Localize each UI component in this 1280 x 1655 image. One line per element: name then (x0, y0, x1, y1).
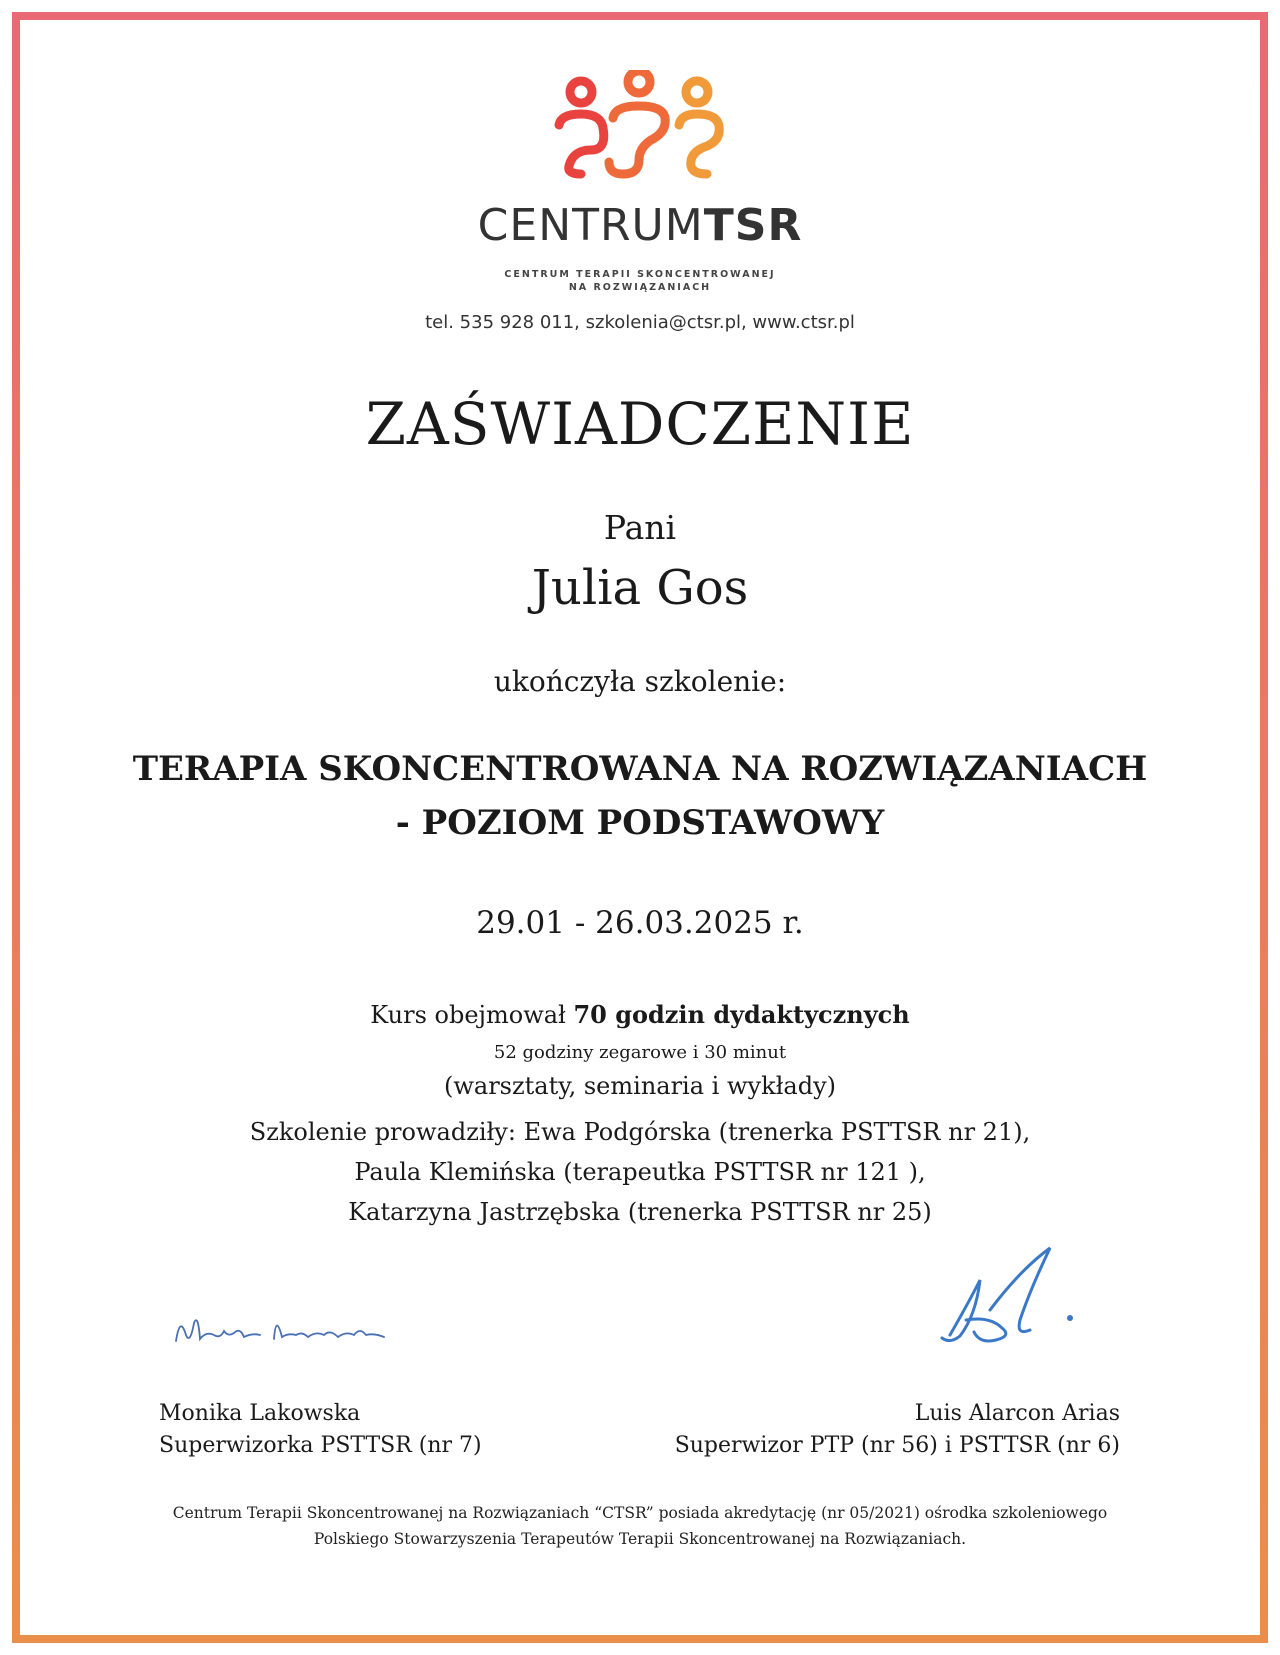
hours-bold: 70 godzin dydaktycznych (573, 1000, 910, 1029)
accreditation-footer (0, 1500, 1280, 1552)
contact-info: tel. 535 928 011, szkolenia@ctsr.pl, www.ctsr.pl (425, 312, 855, 333)
right-signatory-role: Superwizor PTP (nr 56) i PSTTSR (nr 6) (674, 1433, 1120, 1458)
three-people-logo-icon (551, 70, 731, 180)
certificate-title: ZAŚWIADCZENIE (365, 390, 915, 458)
brand-bold: TSR (703, 200, 803, 251)
course-hours (0, 1000, 1280, 1029)
course-title-line1: TERAPIA SKONCENTROWANA NA ROZWIĄZANIACH (132, 749, 1148, 789)
right-signatory (675, 1398, 1120, 1462)
left-signatory (159, 1398, 482, 1462)
course-dates: 29.01 - 26.03.2025 r. (476, 905, 804, 941)
left-signature (170, 1305, 410, 1355)
trainers (0, 1112, 1280, 1232)
course-title (0, 742, 1280, 850)
course-format: (warsztaty, seminaria i wykłady) (443, 1072, 836, 1100)
brand-name (0, 200, 1280, 251)
footer-line1: Centrum Terapii Skoncentrowanej na Rozwiązaniach “CTSR” posiada akredytację (nr 05/2021) ośrodka szkoleniowego (172, 1504, 1108, 1522)
trainers-line3: Katarzyna Jastrzębska (trenerka PSTTSR nr 25) (348, 1198, 932, 1226)
completed-text: ukończyła szkolenie: (493, 665, 787, 698)
brand-subtitle-line1: CENTRUM TERAPII SKONCENTROWANEJ (504, 269, 776, 280)
right-signature (930, 1240, 1090, 1350)
brand-subtitle-line2: NA ROZWIĄZANIACH (568, 282, 712, 293)
left-signatory-role: Superwizorka PSTTSR (nr 7) (159, 1433, 482, 1458)
trainers-line1: Szkolenie prowadziły: Ewa Podgórska (trenerka PSTTSR nr 21), (249, 1118, 1031, 1146)
footer-line2: Polskiego Stowarzyszenia Terapeutów Terapii Skoncentrowanej na Rozwiązaniach. (313, 1530, 967, 1548)
brand-light: CENTRUM (477, 200, 704, 251)
salutation: Pani (603, 508, 677, 547)
clock-hours: 52 godziny zegarowe i 30 minut (493, 1042, 787, 1063)
right-signatory-name: Luis Alarcon Arias (914, 1401, 1120, 1426)
recipient-name: Julia Gos (531, 560, 749, 616)
hours-prefix: Kurs obejmował (370, 1001, 574, 1029)
course-title-line2: - POZIOM PODSTAWOWY (395, 803, 885, 843)
trainers-line2: Paula Klemińska (terapeutka PSTTSR nr 121 ), (354, 1158, 926, 1186)
brand-subtitle (0, 268, 1280, 294)
left-signatory-name: Monika Lakowska (159, 1401, 361, 1426)
